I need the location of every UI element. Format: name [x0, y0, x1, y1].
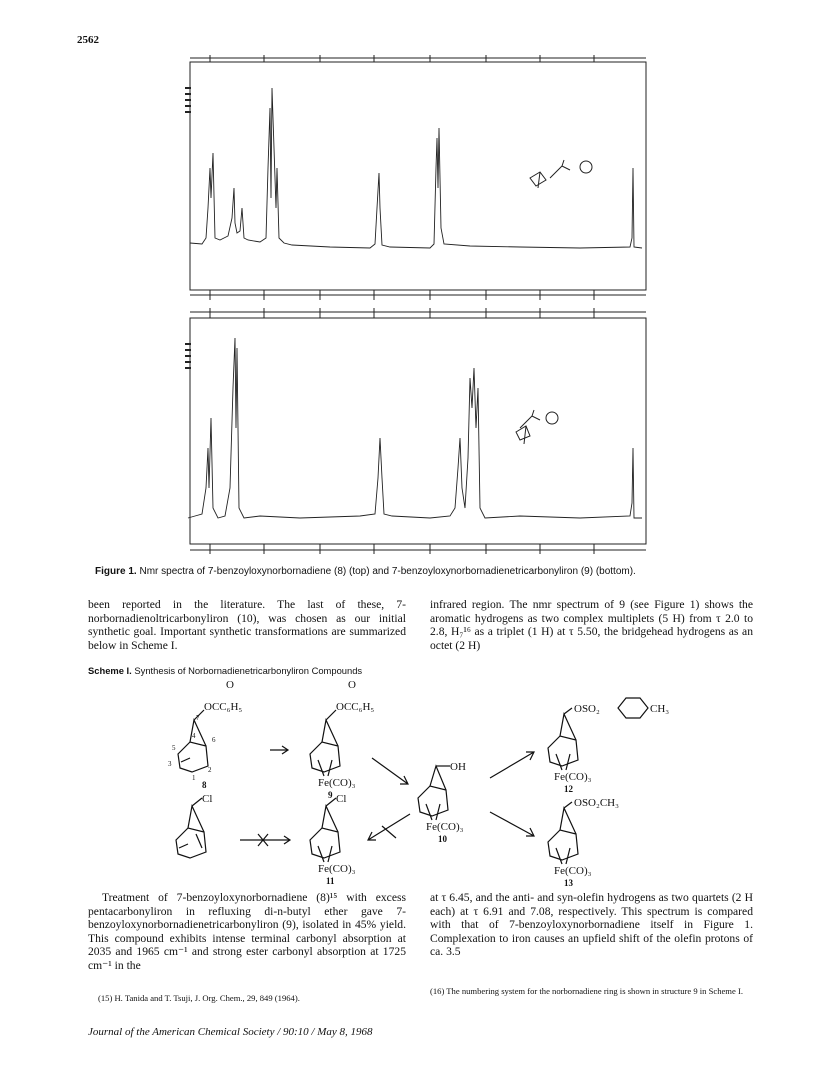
paragraph-col1-bottom: Treatment of 7-benzoyloxynorbornadiene (8)¹⁵ with excess pentacarbonyliron in refluxing di-n-butyl ether gave 7-benzoyloxynorbornadienetricarbonyliron (9), isolated in 45% yield. This compound exhibits intense terminal carbonyl absorption at 2035 and 1965 cm⁻¹ and strong ester carbonyl absorption at 1725 cm⁻¹ in the	[88, 891, 406, 972]
scheme-label-mesylate: OSO₂CH₃	[574, 797, 619, 809]
scheme-num-4: 4	[192, 732, 196, 740]
scheme-num-5: 5	[172, 744, 176, 752]
top-spectrum-trace	[190, 88, 642, 248]
paragraph-col1-top: been reported in the literature. The last of these, 7-norbornadienoltricarbonyliron (10), was chosen as our initial synthetic goal. Important synthetic transformations are summarized below in Scheme I.	[88, 598, 406, 652]
column-1-bottom	[88, 891, 406, 973]
figure-caption	[95, 566, 755, 577]
journal-footer: Journal of the American Chemical Society / 90:10 / May 8, 1968	[88, 1026, 373, 1038]
scheme-label-o-9: O	[348, 680, 356, 691]
arrow-8-to-9	[270, 746, 288, 754]
compound-8-structure	[178, 710, 208, 772]
compound-number-12: 12	[564, 784, 573, 794]
scheme-label-cl-11: Cl	[336, 793, 347, 805]
arrow-10-to-13	[490, 812, 534, 836]
chloronorbornadiene-structure	[176, 798, 206, 858]
figure-caption-label: Figure 1.	[95, 566, 137, 577]
compound-11-structure	[310, 798, 340, 862]
scheme-title-label: Scheme I.	[88, 665, 132, 676]
column-2-top	[430, 598, 753, 652]
column-2-bottom	[430, 891, 753, 959]
crossed-arrow-10-to-11	[368, 814, 410, 840]
crossed-arrow-to-11	[240, 834, 290, 846]
scheme-label-oh: OH	[450, 761, 466, 773]
scheme-title-text: Synthesis of Norbornadienetricarbonyliron Compounds	[134, 665, 363, 676]
compound-9-structure	[310, 710, 340, 776]
column-1-top	[88, 598, 406, 652]
paragraph-col2-bottom: at τ 6.45, and the anti- and syn-olefin hydrogens as two quartets (2 H each) at τ 6.91 and 7.08, respectively. This spectrum is compared with that of 7-benzoyloxynorbornadiene itself in Figure 1. Complexation to iron causes an upfield shift of the olefin protons of ca. 3.5	[430, 891, 753, 959]
scheme-label-fe-10: Fe(CO)₃	[426, 821, 464, 833]
scheme-title	[88, 665, 362, 676]
scheme-label-cl-a: Cl	[202, 793, 213, 805]
nmr-spectra-figure	[180, 48, 650, 558]
figure-caption-text: Nmr spectra of 7-benzoyloxynorbornadiene (8) (top) and 7-benzoyloxynorbornadienetricarbonyliron (9) (bottom).	[139, 566, 636, 577]
top-structure-icon	[530, 160, 592, 188]
scheme-label-fe-9: Fe(CO)₃	[318, 777, 356, 789]
scheme-num-7: 7	[196, 714, 200, 722]
bottom-spectrum-frame	[190, 318, 646, 544]
scheme-num-1: 1	[192, 774, 196, 782]
scheme-label-o-8: O	[226, 680, 234, 691]
compound-number-11: 11	[326, 876, 335, 886]
scheme-label-fe-12: Fe(CO)₃	[554, 771, 592, 783]
compound-13-structure	[548, 802, 578, 864]
scheme-label-fe-11: Fe(CO)₃	[318, 863, 356, 875]
scheme-num-6: 6	[212, 736, 216, 744]
top-spectrum-frame	[190, 62, 646, 290]
compound-number-10: 10	[438, 834, 447, 844]
compound-number-13: 13	[564, 878, 573, 888]
arrow-10-to-12	[490, 752, 534, 778]
compound-number-9: 9	[328, 790, 333, 800]
compound-number-8: 8	[202, 780, 207, 790]
compound-10-structure	[418, 766, 450, 820]
footnote-16: (16) The numbering system for the norbornadiene ring is shown in structure 9 in Scheme I.	[430, 986, 743, 996]
scheme-label-ester-8: OCC₆H₅	[204, 701, 243, 713]
scheme-num-2: 2	[208, 766, 212, 774]
scheme-diagram	[150, 680, 710, 890]
scheme-label-tosylate: OSO₂	[574, 703, 600, 715]
bottom-structure-icon	[516, 410, 558, 444]
footnote-15: (15) H. Tanida and T. Tsuji, J. Org. Chem., 29, 849 (1964).	[98, 993, 300, 1003]
paragraph-col2-top: infrared region. The nmr spectrum of 9 (see Figure 1) shows the aromatic hydrogens as two complex multiplets (5 H) from τ 2.0 to 2.8, H₇¹⁶ as a triplet (1 H) at τ 5.50, the bridgehead hydrogens as an octet (2 H)	[430, 598, 753, 652]
page-number: 2562	[77, 34, 99, 46]
scheme-num-3: 3	[168, 760, 172, 768]
scheme-label-tosylate-ch3: CH₃	[650, 703, 670, 715]
scheme-label-fe-13: Fe(CO)₃	[554, 865, 592, 877]
arrow-9-to-10	[372, 758, 408, 784]
scheme-label-ester-9: OCC₆H₅	[336, 701, 375, 713]
bottom-spectrum-trace	[188, 338, 642, 518]
